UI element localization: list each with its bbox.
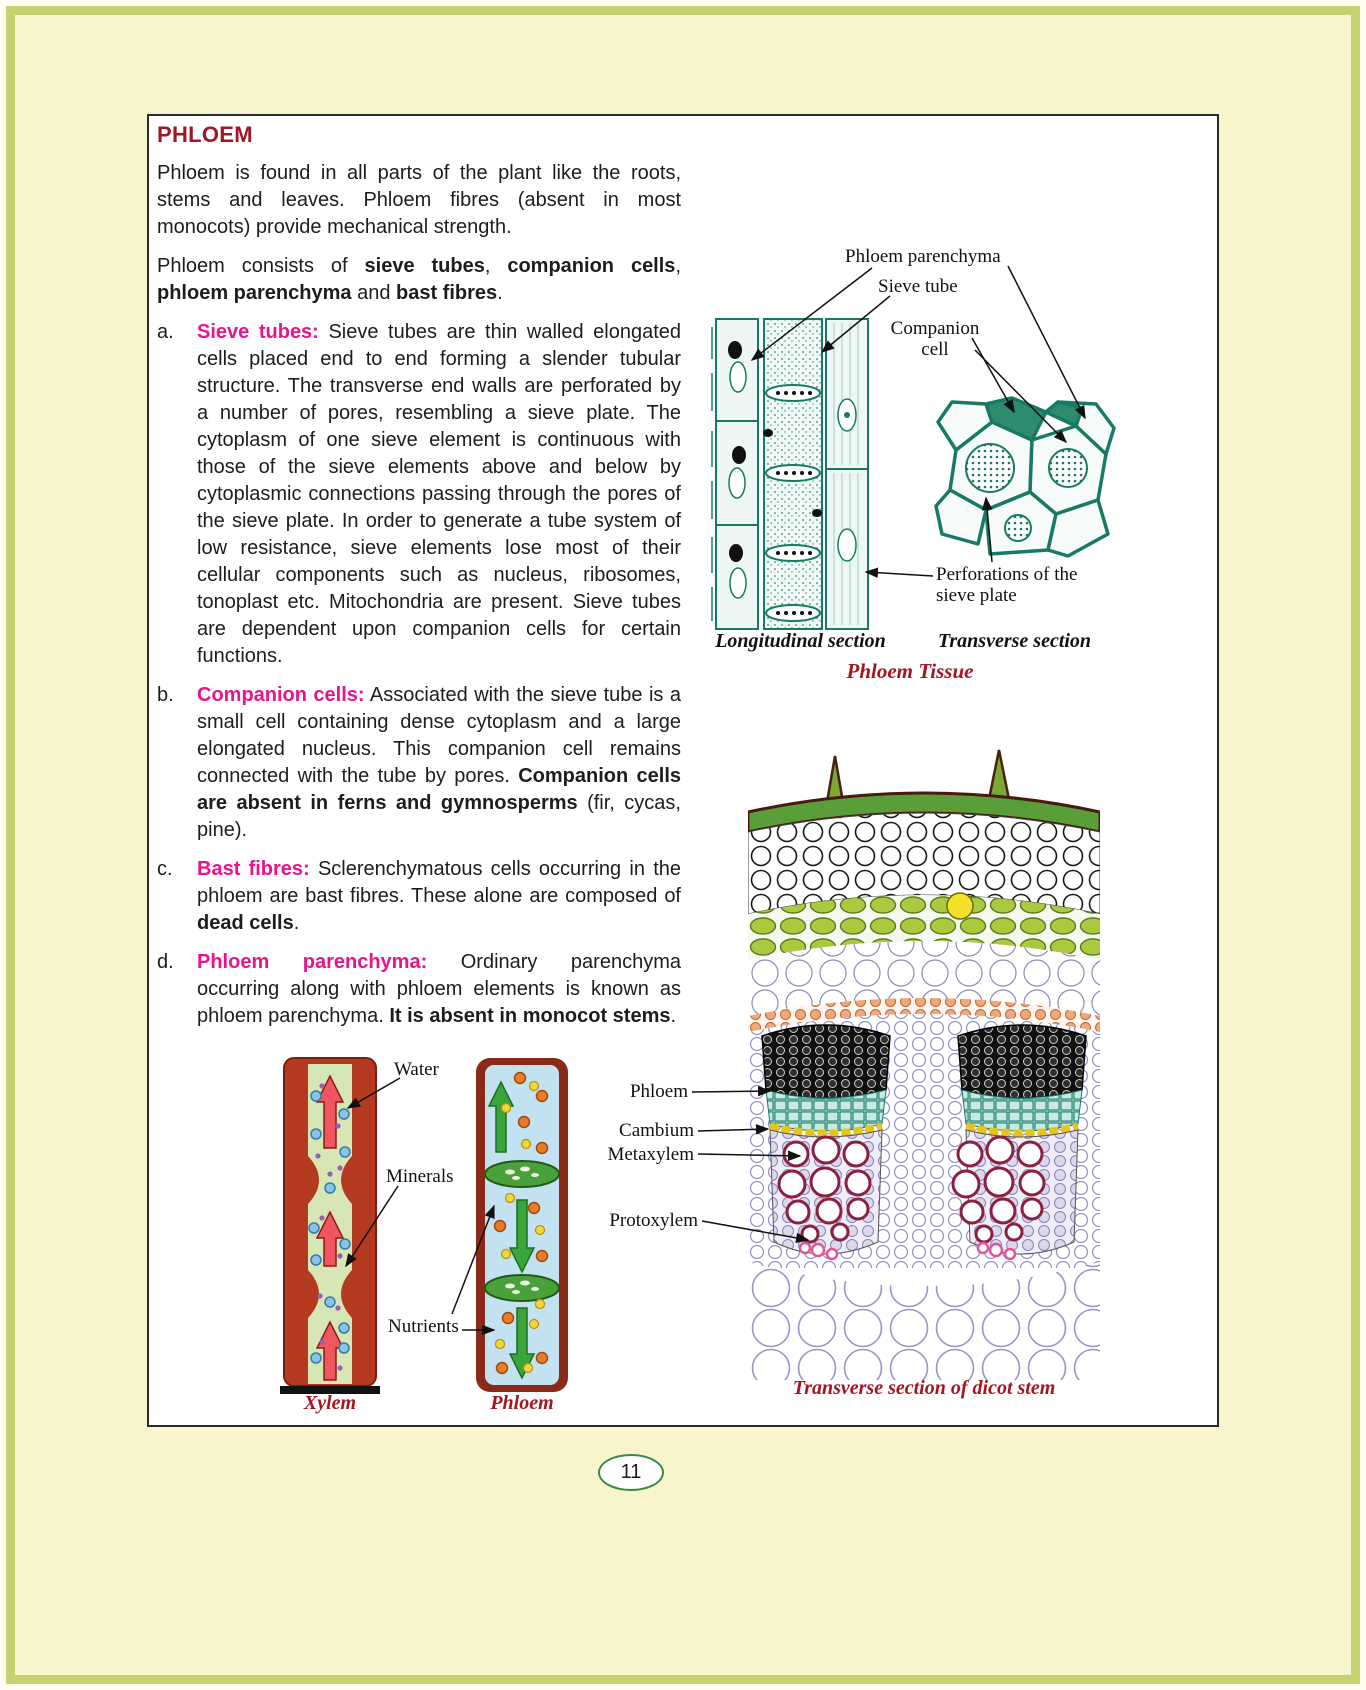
list-item-text: . <box>670 1005 677 1027</box>
caption-dicot-stem: Transverse section of dicot stem <box>792 1377 1056 1399</box>
list-item-text: Sieve tubes are thin walled elongated cells placed end to end forming a slender tubular structure. The transverse end walls are perforated by a number of pores, resembling a sieve plate. The cytoplasm of one sieve element is continuous with those of the sieve elements above and below by cytoplasmic connections passing through the pores of the sieve plate. In order to generate a tube system of low resistance, sieve elements lose most of their cellular components such as nucleus, ribosomes, tonoplast etc. Mitochondria are present. Sieve tubes are dependent upon companion cells for certain functions. <box>197 321 682 667</box>
list-item-label: Companion cells: <box>197 684 365 706</box>
page-number: 11 <box>620 1461 642 1483</box>
label-perforations: Perforations of the sieve plate <box>936 564 1078 606</box>
caption-longitudinal-section: Longitudinal section <box>715 630 886 652</box>
text-segment: . <box>497 282 503 304</box>
list-item-phloem-parenchyma <box>157 949 681 1030</box>
label-nutrients: Nutrients <box>388 1316 459 1337</box>
intro-paragraph-1: Phloem is found in all parts of the plant like the roots, stems and leaves. Phloem fibres (absent in most monocots) provide mechanical strength. <box>157 162 681 238</box>
article-text-column <box>157 121 681 1042</box>
list-item-text: . <box>293 912 300 934</box>
list-item-sieve-tubes <box>157 319 681 670</box>
phloem-illustration <box>468 1056 576 1394</box>
label-dicot-metaxylem: Metaxylem <box>607 1144 694 1165</box>
section-heading: PHLOEM <box>157 122 253 147</box>
list-marker: c. <box>157 858 173 880</box>
list-item-label: Sieve tubes: <box>197 321 319 343</box>
list-marker: b. <box>157 684 174 706</box>
list-item-text: Sclerenchymatous cells occurring in the phloem are bast fibres. These alone are composed of <box>197 858 681 907</box>
text-segment: and <box>351 282 396 304</box>
label-minerals: Minerals <box>386 1166 454 1187</box>
page-number-badge <box>598 1454 664 1491</box>
label-water: Water <box>394 1059 439 1080</box>
list-item-text: Ordinary parenchyma occurring along with phloem elements is known as phloem parenchyma. <box>197 951 681 1027</box>
list-item-companion-cells <box>157 682 681 844</box>
bold-segment: bast fibres <box>396 282 498 304</box>
caption-phloem: Phloem <box>490 1392 554 1414</box>
label-companion-cell: Companion cell <box>890 318 980 360</box>
bold-segment: companion cells <box>507 255 676 277</box>
bold-segment: phloem parenchyma <box>157 282 352 304</box>
bold-segment: sieve tubes <box>364 255 485 277</box>
xylem-illustration <box>278 1056 382 1394</box>
text-segment: , <box>675 255 681 277</box>
longitudinal-section-illustration <box>710 315 880 633</box>
figure-title-phloem-tissue: Phloem Tissue <box>846 659 974 683</box>
label-phloem-parenchyma: Phloem parenchyma <box>845 246 1001 267</box>
bold-segment: dead cells <box>197 912 294 934</box>
text-segment: Phloem consists of <box>157 255 365 277</box>
list-marker: d. <box>157 951 174 973</box>
list-item-text: Associated with the sieve tube is a small cell containing dense cytoplasm and a large elongated nucleus. This companion cell remains connected with the tube by pores. <box>197 684 681 787</box>
bold-segment: It is absent in monocot stems <box>389 1005 671 1027</box>
list-item-label: Phloem parenchyma: <box>197 951 428 973</box>
transverse-section-illustration <box>928 388 1116 578</box>
bold-segment: Companion cells are absent in ferns and gymnosperms <box>197 765 682 814</box>
list-item-bast-fibres <box>157 856 681 937</box>
text-segment: , <box>484 255 508 277</box>
label-sieve-tube: Sieve tube <box>878 276 958 297</box>
list-item-label: Bast fibres: <box>197 858 310 880</box>
list-item-text: (fir, cycas, pine). <box>197 792 681 841</box>
caption-transverse-section: Transverse section <box>937 630 1092 652</box>
caption-xylem: Xylem <box>303 1392 357 1414</box>
intro-paragraph-2 <box>157 253 681 307</box>
label-dicot-protoxylem: Protoxylem <box>609 1210 698 1231</box>
label-dicot-phloem: Phloem <box>629 1081 688 1102</box>
label-dicot-cambium: Cambium <box>619 1120 694 1141</box>
list-marker: a. <box>157 321 174 343</box>
dicot-stem-illustration <box>748 748 1100 1380</box>
